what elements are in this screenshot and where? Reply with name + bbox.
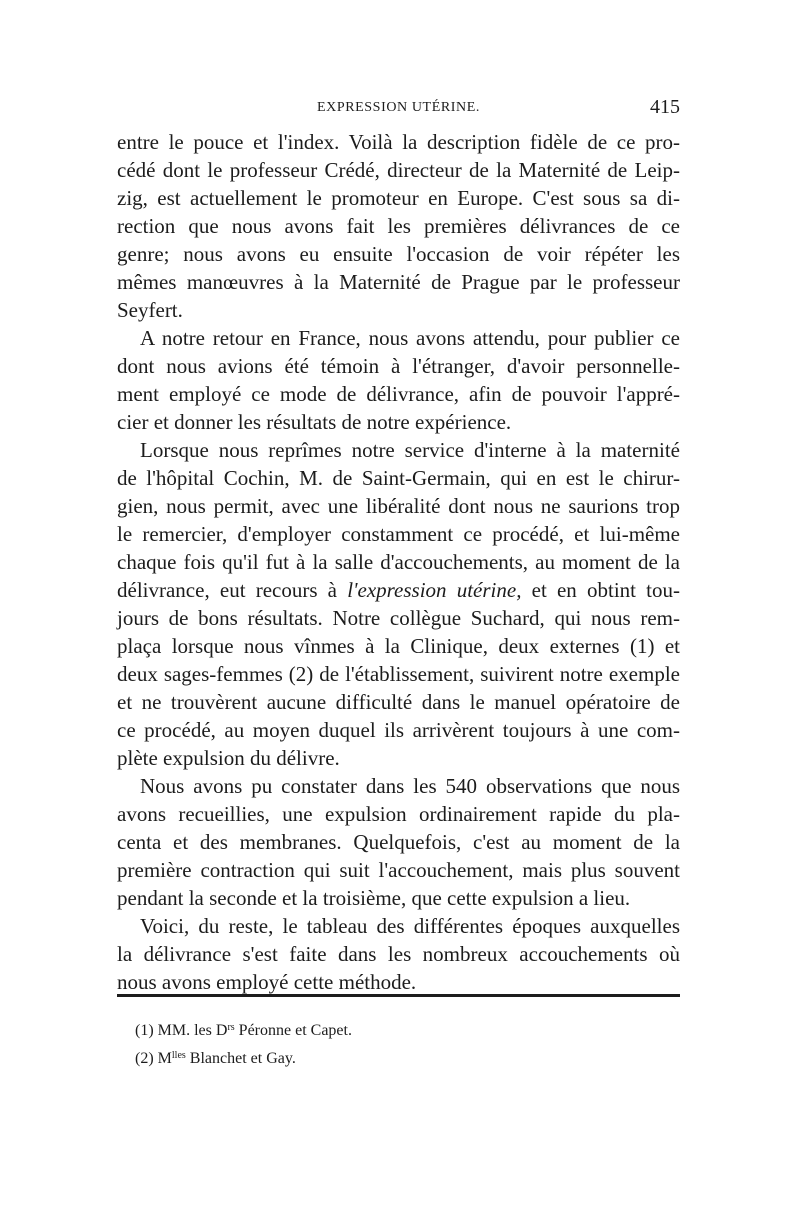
text-line: première contraction qui suit l'accouchement, mais plus souvent — [117, 858, 680, 882]
paragraph-1 — [117, 128, 680, 324]
text-line: mêmes manœuvres à la Maternité de Prague par le professeur — [117, 270, 680, 294]
paragraph-4 — [117, 772, 680, 912]
text-line: deux sages-femmes (2) de l'établissement, suivirent notre exemple — [117, 662, 680, 686]
text-line: le remercier, d'employer constamment ce procédé, et lui-même — [117, 522, 680, 546]
footnotes — [135, 1015, 635, 1071]
footnote-1 — [135, 1015, 635, 1043]
paragraph-5 — [117, 912, 680, 996]
text-line: gien, nous permit, avec une libéralité dont nous ne saurions trop — [117, 494, 680, 518]
text-line: Nous avons pu constater dans les 540 observations que nous — [140, 774, 680, 798]
footnote-text: Péronne et Capet. — [234, 1022, 352, 1039]
text-line: avons recueillies, une expulsion ordinairement rapide du pla- — [117, 802, 680, 826]
text-line: pendant la seconde et la troisième, que cette expulsion a lieu. — [117, 886, 631, 910]
text-line: et ne trouvèrent aucune difficulté dans le manuel opératoire de — [117, 690, 680, 714]
text-line: Voici, du reste, le tableau des différentes époques auxquelles — [140, 914, 680, 938]
text-line: jours de bons résultats. Notre collègue Suchard, qui nous rem- — [117, 606, 680, 630]
footnote-text: M — [157, 1050, 172, 1067]
text-line: Seyfert. — [117, 298, 183, 322]
text-line: plète expulsion du délivre. — [117, 746, 340, 770]
text-line: ment employé ce mode de délivrance, afin de pouvoir l'appré- — [117, 382, 680, 406]
text-line: nous avons employé cette méthode. — [117, 970, 417, 994]
text-line: cier et donner les résultats de notre expérience. — [117, 410, 512, 434]
body-text — [117, 128, 680, 996]
text-segment: délivrance, eut recours à — [117, 578, 348, 602]
footnote-superscript: lles — [171, 1050, 186, 1061]
page-number: 415 — [650, 96, 680, 118]
paragraph-2 — [117, 324, 680, 436]
text-segment: et en obtint tou- — [521, 578, 680, 602]
running-title: EXPRESSION UTÉRINE. — [316, 100, 481, 115]
text-line: genre; nous avons eu ensuite l'occasion de voir répéter les — [117, 242, 680, 266]
footnote-text: MM. les D — [157, 1022, 228, 1039]
footnote-marker: (2) — [135, 1050, 154, 1067]
footnote-marker: (1) — [135, 1022, 154, 1039]
text-line: A notre retour en France, nous avons attendu, pour publier ce — [140, 326, 680, 350]
footnote-rule — [117, 994, 680, 997]
text-line: chaque fois qu'il fut à la salle d'accouchements, au moment de la — [117, 550, 680, 574]
text-line: centa et des membranes. Quelquefois, c'est au moment de la — [117, 830, 680, 854]
text-line: zig, est actuellement le promoteur en Europe. C'est sous sa di- — [117, 186, 680, 210]
footnote-text: Blanchet et Gay. — [185, 1050, 296, 1067]
footnote-2 — [135, 1043, 635, 1071]
italic-phrase: l'expression utérine, — [347, 578, 522, 602]
text-line: plaça lorsque nous vînmes à la Clinique, deux externes (1) et — [117, 634, 680, 658]
text-line: dont nous avions été témoin à l'étranger, d'avoir personnelle- — [117, 354, 680, 378]
text-line: la délivrance s'est faite dans les nombreux accouchements où — [117, 942, 680, 966]
text-line: de l'hôpital Cochin, M. de Saint-Germain, qui en est le chirur- — [117, 466, 680, 490]
text-line-with-italic — [117, 576, 680, 604]
footnote-superscript: rs — [227, 1022, 235, 1033]
page-header — [117, 96, 680, 122]
text-line: ce procédé, au moyen duquel ils arrivèrent toujours à une com- — [117, 718, 680, 742]
paragraph-3 — [117, 436, 680, 772]
text-line: Lorsque nous reprîmes notre service d'interne à la maternité — [140, 438, 680, 462]
text-line: cédé dont le professeur Crédé, directeur de la Maternité de Leip- — [117, 158, 680, 182]
text-line: rection que nous avons fait les premières délivrances de ce — [117, 214, 680, 238]
text-line: entre le pouce et l'index. Voilà la description fidèle de ce pro- — [117, 130, 680, 154]
